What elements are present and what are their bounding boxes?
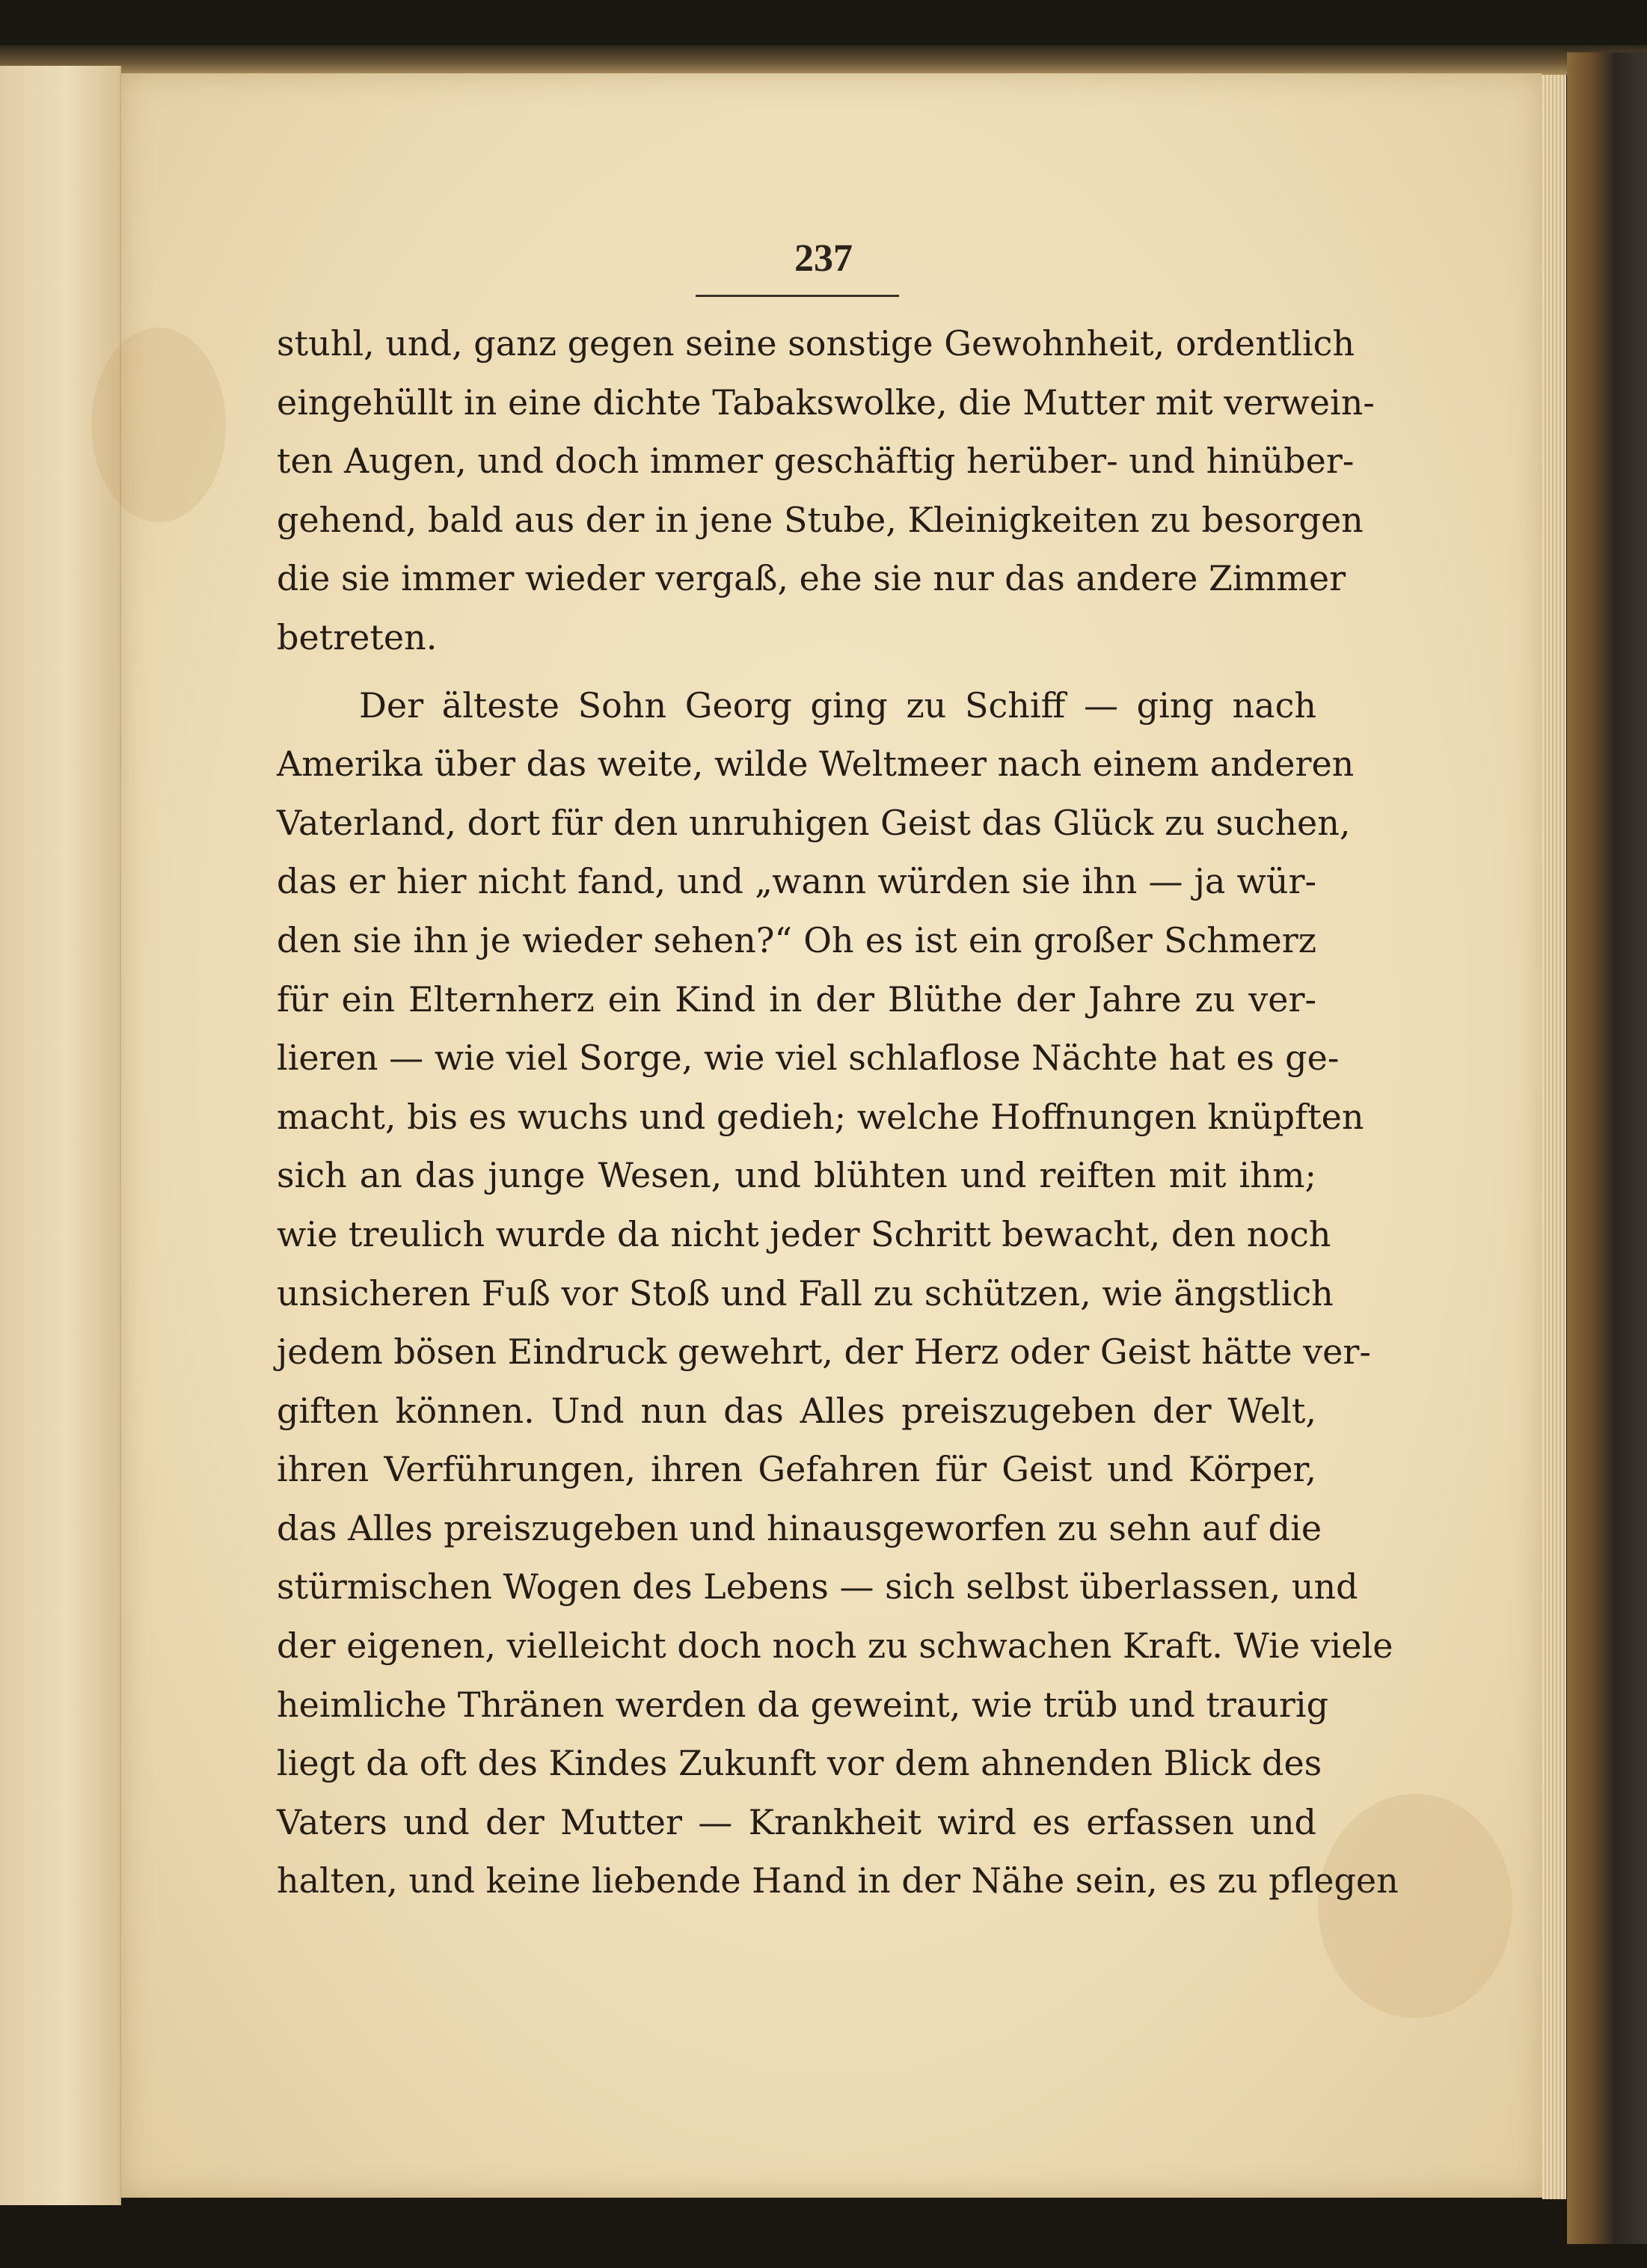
text-line: ten Augen, und doch immer geschäftig herüber- und hinüber-	[277, 441, 1355, 482]
text-line: stürmischen Wogen des Lebens — sich selbst überlassen, und	[277, 1566, 1358, 1607]
text-line: der eigenen, vielleicht doch noch zu schwachen Kraft. Wie viele	[277, 1625, 1393, 1667]
text-line: wie treulich wurde da nicht jeder Schritt bewacht, den noch	[277, 1213, 1331, 1254]
page-text	[277, 314, 1399, 1910]
paragraph	[277, 676, 1399, 1910]
text-line: Der älteste Sohn Georg ging zu Schiff — ging nach	[359, 684, 1316, 726]
text-line: gehend, bald aus der in jene Stube, Kleinigkeiten zu besorgen	[277, 499, 1364, 540]
paragraph	[277, 314, 1375, 667]
text-line: den sie ihn je wieder sehen?“ Oh es ist ein großer Schmerz	[277, 919, 1316, 960]
text-line: Vaters und der Mutter — Krankheit wird es erfassen und	[277, 1801, 1316, 1842]
text-line: halten, und keine liebende Hand in der Nähe sein, es zu pflegen	[277, 1860, 1399, 1901]
text-line: sich an das junge Wesen, und blühten und reiften mit ihm;	[277, 1155, 1316, 1196]
text-line: das Alles preiszugeben und hinausgeworfen zu sehn auf die	[277, 1507, 1322, 1548]
text-line: giften können. Und nun das Alles preiszugeben der Welt,	[277, 1390, 1316, 1431]
text-line: Amerika über das weite, wilde Weltmeer nach einem anderen	[277, 744, 1355, 785]
text-line: Vaterland, dort für den unruhigen Geist das Glück zu suchen,	[277, 802, 1351, 843]
text-line: ihren Verführungen, ihren Gefahren für Geist und Körper,	[277, 1449, 1316, 1490]
text-line: unsicheren Fuß vor Stoß und Fall zu schützen, wie ängstlich	[277, 1272, 1334, 1314]
text-line: liegt da oft des Kindes Zukunft vor dem ahnenden Blick des	[277, 1743, 1322, 1784]
text-line: lieren — wie viel Sorge, wie viel schlaflose Nächte hat es ge-	[277, 1038, 1340, 1079]
text-line: betreten.	[277, 616, 438, 658]
paper-stain	[91, 328, 226, 522]
page-number: 237	[794, 237, 853, 280]
paragraph-gap	[277, 667, 1316, 676]
text-line: heimliche Thränen werden da geweint, wie trüb und traurig	[277, 1684, 1329, 1725]
text-line: das er hier nicht fand, und „wann würden sie ihn — ja wür-	[277, 861, 1316, 902]
text-line: die sie immer wieder vergaß, ehe sie nur das andere Zimmer	[277, 558, 1346, 599]
paper-stain	[1318, 1794, 1512, 2018]
text-line: macht, bis es wuchs und gedieh; welche Hoffnungen knüpften	[277, 1096, 1364, 1137]
text-line: stuhl, und, ganz gegen seine sonstige Gewohnheit, ordentlich	[277, 323, 1355, 364]
page-block-edges	[1542, 75, 1566, 2199]
book-cover-top-edge	[0, 45, 1647, 75]
header-rule	[696, 295, 899, 297]
text-line: jedem bösen Eindruck gewehrt, der Herz oder Geist hätte ver-	[277, 1331, 1371, 1373]
book-cover-spine-edge	[1567, 52, 1647, 2244]
text-line: für ein Elternherz ein Kind in der Blüthe der Jahre zu ver-	[277, 978, 1316, 1020]
text-line: eingehüllt in eine dichte Tabakswolke, die Mutter mit verwein-	[277, 381, 1375, 423]
